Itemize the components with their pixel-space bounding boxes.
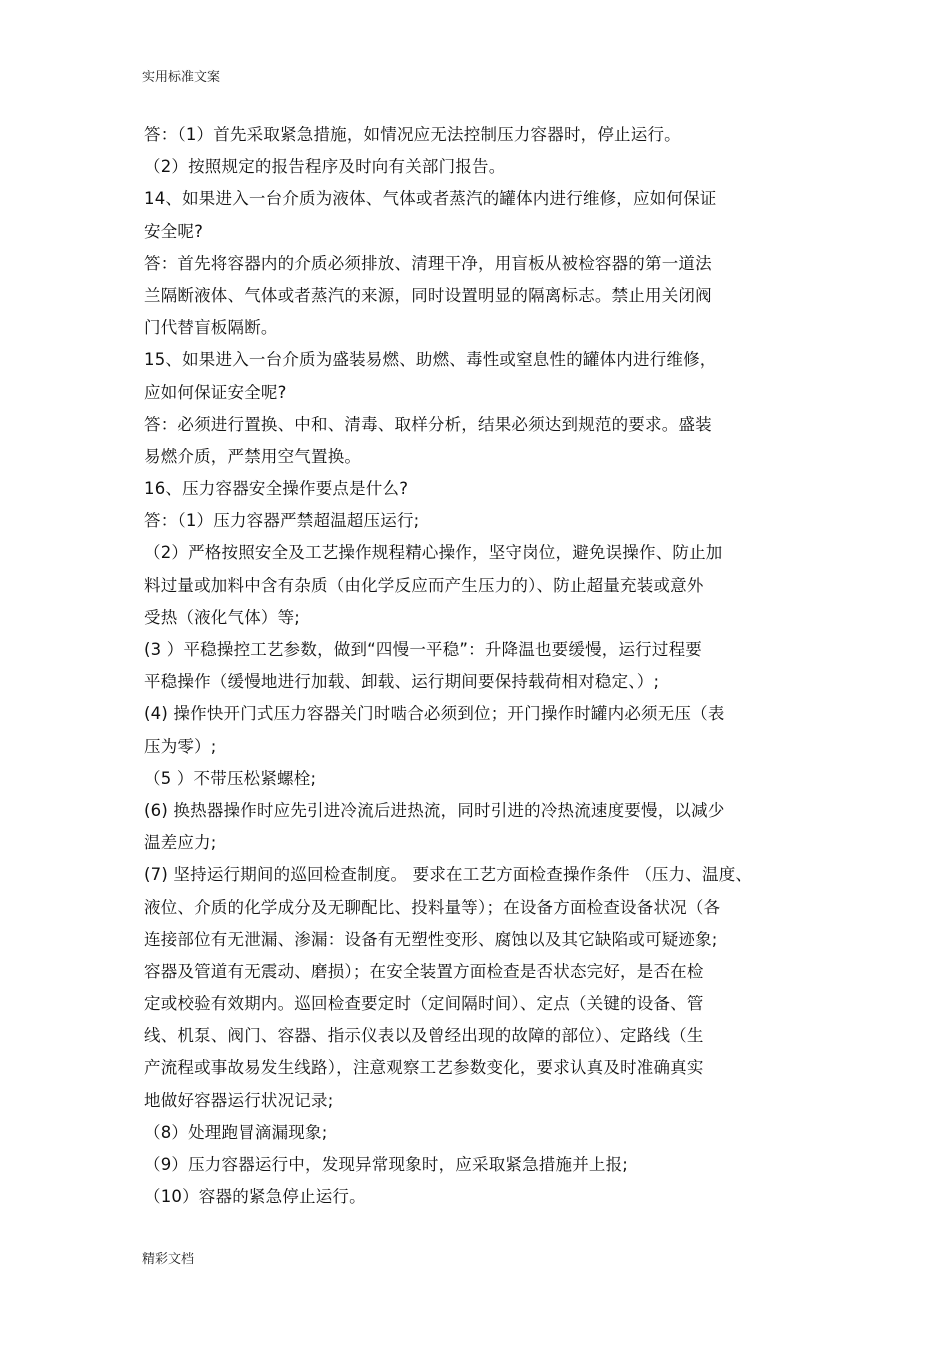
text-line: 线、机泵、阀门、容器、指示仪表以及曾经出现的故障的部位）、定路线（生 — [144, 1026, 704, 1046]
text-line: 答：必须进行置换、中和、清毒、取样分析，结果必须达到规范的要求。盛装 — [144, 414, 712, 434]
text-line: 14、如果进入一台介质为液体、气体或者蒸汽的罐体内进行维修，应如何保证 — [144, 189, 717, 209]
page-footer: 精彩文档 — [142, 1252, 195, 1267]
text-line: 15、如果进入一台介质为盛装易燃、助燃、毒性或窒息性的罐体内进行维修， — [144, 350, 717, 370]
text-line: 门代替盲板隔断。 — [144, 318, 278, 338]
text-line: (3 ）平稳操控工艺参数，做到“四慢一平稳”：升降温也要缓慢，运行过程要 — [144, 640, 702, 659]
text-line: (4) 操作快开门式压力容器关门时啮合必须到位；开门操作时罐内必须无压（表 — [144, 704, 725, 724]
text-line: 平稳操作（缓慢地进行加载、卸载、运行期间要保持载荷相对稳定、）; — [144, 672, 660, 692]
text-line: 地做好容器运行状况记录; — [144, 1090, 334, 1110]
text-line: 温差应力; — [144, 833, 217, 853]
text-line: 答：首先将容器内的介质必须排放、清理干净，用盲板从被检容器的第一道法 — [144, 253, 712, 273]
text-line: （5 ）不带压松紧螺栓; — [144, 768, 317, 788]
document-body — [144, 119, 844, 1213]
text-line: 液位、介质的化学成分及无聊配比、投料量等）；在设备方面检查设备状况（各 — [144, 897, 721, 917]
text-line: (7) 坚持运行期间的巡回检查制度。 要求在工艺方面检查操作条件 （压力、温度、 — [144, 865, 753, 885]
text-line: 连接部位有无泄漏、渗漏：设备有无塑性变形、腐蚀以及其它缺陷或可疑迹象; — [144, 929, 718, 949]
text-line: 产流程或事故易发生线路），注意观察工艺参数变化，要求认真及时准确真实 — [144, 1058, 704, 1078]
text-line: 定或校验有效期内。巡回检查要定时（定间隔时间）、定点（关键的设备、管 — [144, 994, 704, 1014]
text-line: 安全呢? — [144, 221, 204, 241]
text-line: （9）压力容器运行中，发现异常现象时，应采取紧急措施并上报; — [144, 1155, 629, 1174]
text-line: 答：（1）压力容器严禁超温超压运行; — [144, 511, 420, 531]
text-line: 料过量或加料中含有杂质（由化学反应而产生压力的）、防止超量充装或意外 — [144, 575, 704, 595]
text-line: (6) 换热器操作时应先引进冷流后进热流，同时引进的冷热流速度要慢，以减少 — [144, 800, 725, 820]
text-line: 受热（液化气体）等; — [144, 607, 301, 627]
text-line: 压为零）; — [144, 736, 217, 756]
text-line: 兰隔断液体、气体或者蒸汽的来源，同时设置明显的隔离标志。禁止用关闭阀 — [144, 285, 712, 305]
text-line: 易燃介质，严禁用空气置换。 — [144, 446, 362, 466]
text-line: （2）按照规定的报告程序及时向有关部门报告。 — [144, 157, 506, 177]
page-header: 实用标准文案 — [142, 70, 221, 85]
text-line: 16、压力容器安全操作要点是什么? — [144, 479, 409, 499]
text-line: （8）处理跑冒滴漏现象; — [144, 1122, 328, 1142]
text-line: （2）严格按照安全及工艺操作规程精心操作，坚守岗位，避免误操作、防止加 — [144, 543, 723, 563]
text-line: 应如何保证安全呢? — [144, 382, 287, 402]
text-line: （10）容器的紧急停止运行。 — [144, 1187, 366, 1207]
text-line: 答：（1）首先采取紧急措施，如情况应无法控制压力容器时，停止运行。 — [144, 125, 681, 144]
text-line: 容器及管道有无震动、磨损）；在安全装置方面检查是否状态完好，是否在检 — [144, 961, 704, 981]
